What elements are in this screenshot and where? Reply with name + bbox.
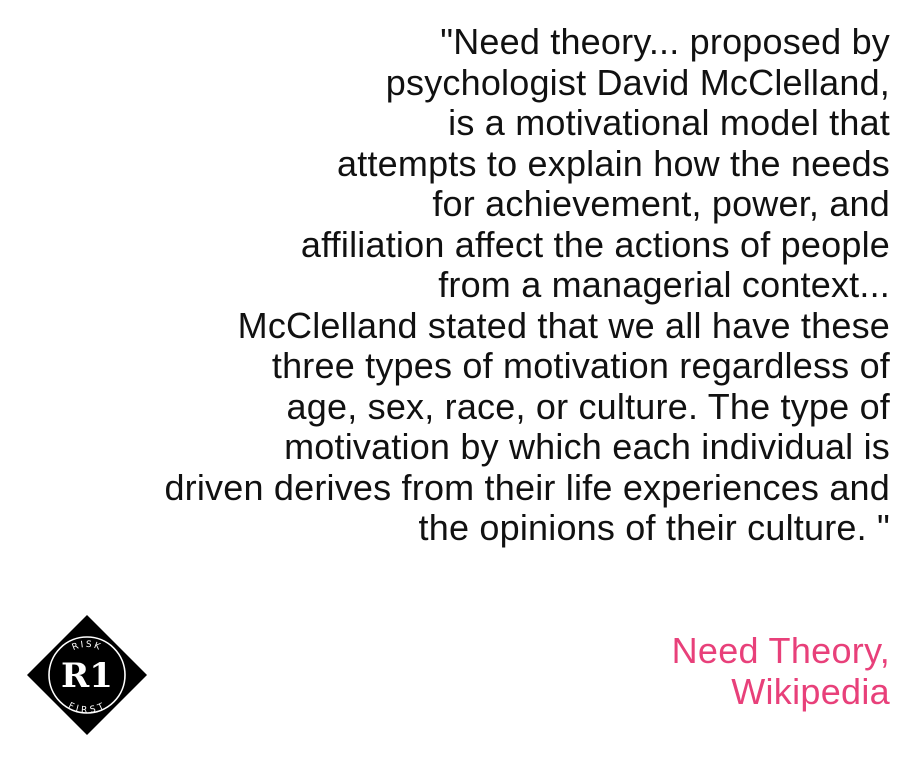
quote-line: attempts to explain how the needs bbox=[337, 142, 890, 184]
attribution bbox=[672, 630, 890, 712]
logo-top-text: RISK bbox=[70, 639, 104, 654]
quote-line: from a managerial context... bbox=[438, 264, 890, 305]
quote-line: is a motivational model that bbox=[448, 102, 890, 143]
logo-monogram: R1 bbox=[61, 656, 113, 696]
quote-line: driven derives from their life experiences and bbox=[164, 466, 890, 508]
quote-line: psychologist David McClelland, bbox=[385, 61, 890, 103]
quote-line: three types of motivation regardless of bbox=[271, 345, 890, 386]
quote-line: "Need theory... proposed by bbox=[440, 21, 890, 62]
attribution-title: Need Theory, bbox=[671, 630, 890, 671]
risk-first-logo-icon bbox=[25, 613, 149, 737]
quote-text bbox=[10, 22, 890, 549]
quote-line: affiliation affect the actions of people bbox=[300, 223, 890, 265]
attribution-source: Wikipedia bbox=[731, 671, 890, 712]
quote-line: McClelland stated that we all have these bbox=[237, 304, 890, 346]
quote-line: the opinions of their culture. " bbox=[418, 507, 890, 548]
quote-line: motivation by which each individual is bbox=[284, 426, 890, 467]
logo-bottom-text: FIRST bbox=[66, 701, 108, 716]
quote-line: for achievement, power, and bbox=[432, 183, 890, 224]
quote-line: age, sex, race, or culture. The type of bbox=[286, 385, 890, 427]
